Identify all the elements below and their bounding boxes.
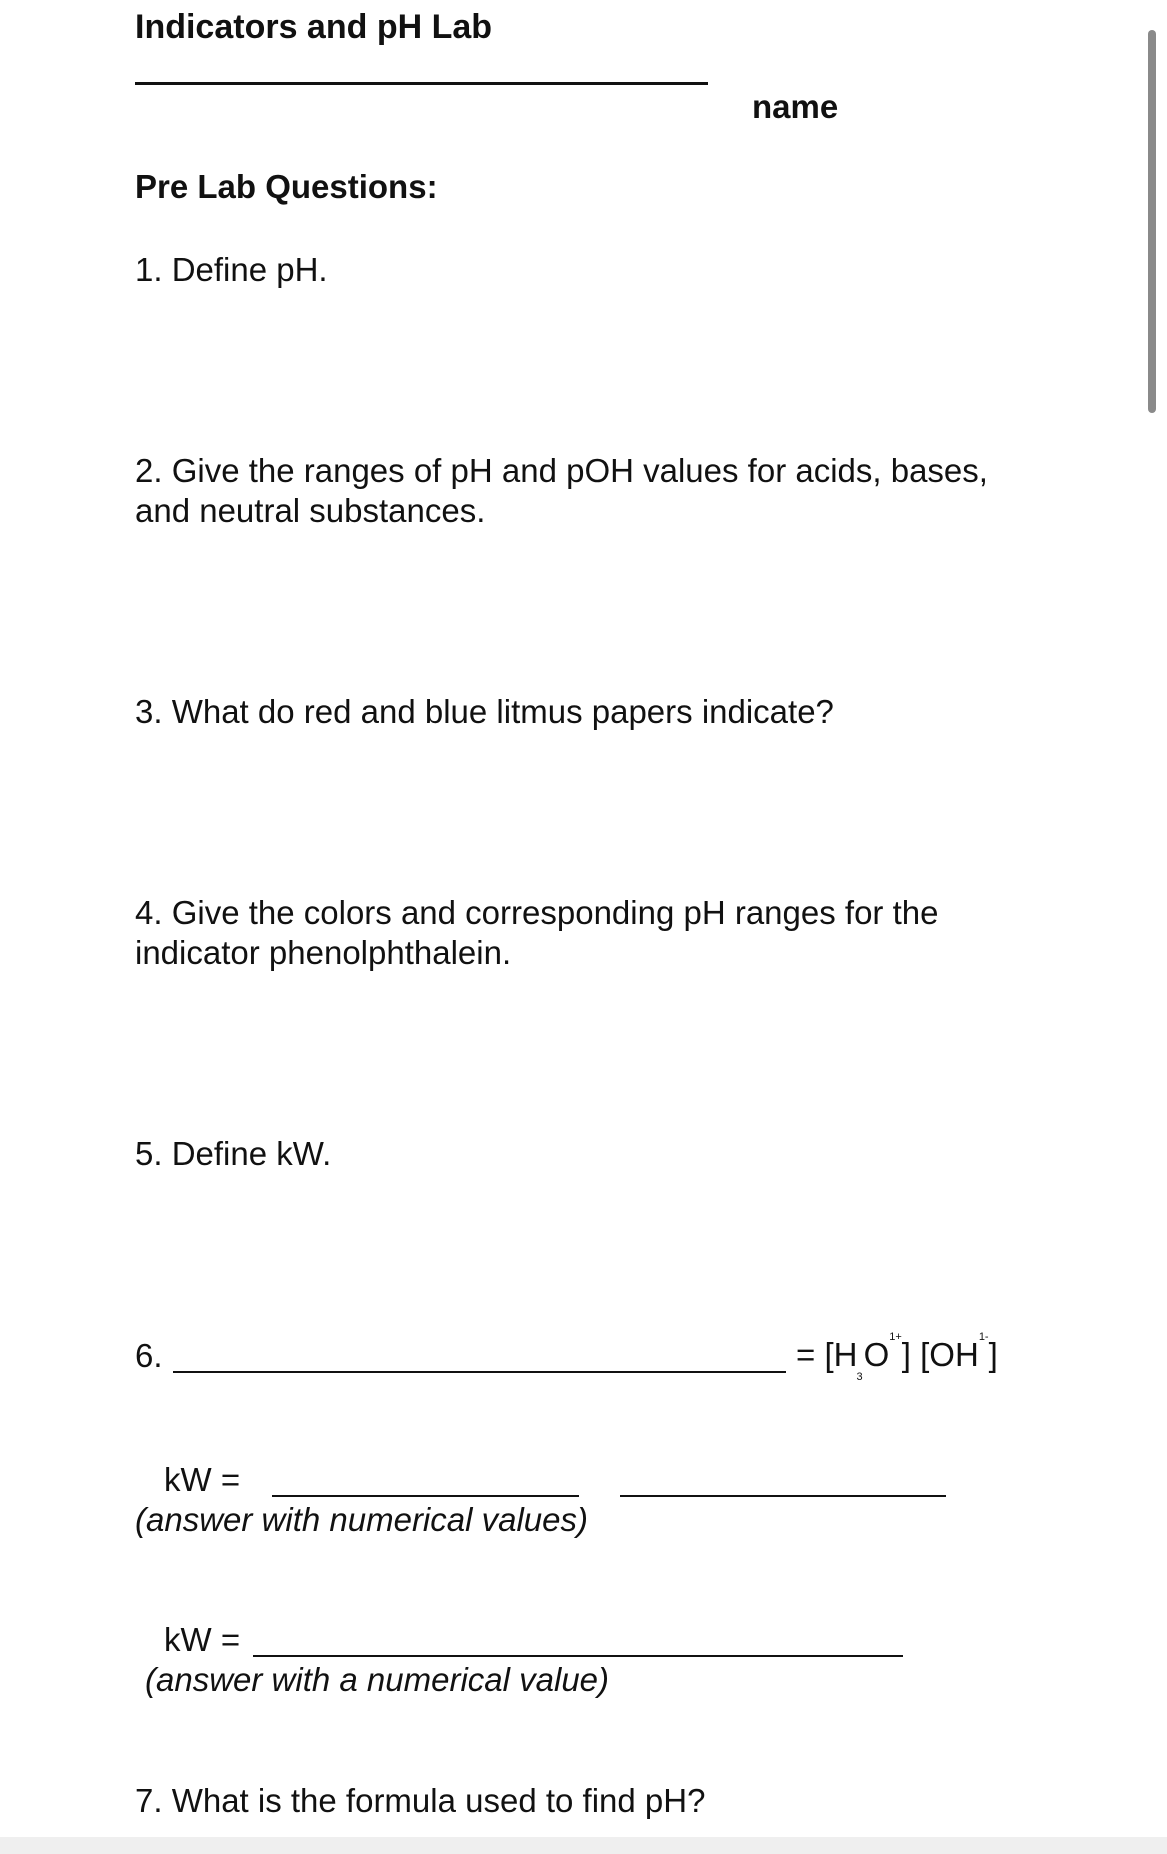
eq-subscript: 3 <box>856 1370 863 1383</box>
eq-prefix: = [H <box>796 1336 858 1373</box>
question-4-line-1: 4. Give the colors and corresponding pH ranges for the <box>135 894 939 931</box>
kw-value-1-line[interactable] <box>272 1495 579 1497</box>
eq-charge-minus: 1- <box>978 1331 989 1343</box>
question-3: 3. What do red and blue litmus papers indicate? <box>135 693 834 730</box>
question-2-line-1: 2. Give the ranges of pH and pOH values for acids, bases, <box>135 452 988 489</box>
eq-end: ] <box>988 1336 998 1373</box>
section-title: Pre Lab Questions: <box>135 168 438 205</box>
question-6-answer-line[interactable] <box>173 1371 786 1373</box>
question-4-line-2: indicator phenolphthalein. <box>135 934 512 971</box>
question-5: 5. Define kW. <box>135 1135 332 1172</box>
eq-between: ] [OH <box>901 1336 979 1373</box>
name-answer-line[interactable] <box>135 82 708 85</box>
page-title: Indicators and pH Lab <box>135 8 493 46</box>
bottom-edge <box>0 1837 1167 1854</box>
ion-product-equation <box>796 1331 998 1383</box>
question-2-line-2: and neutral substances. <box>135 492 486 529</box>
kw-value-label: kW = <box>164 1621 241 1658</box>
kw-value-hint: (answer with a numerical value) <box>145 1661 610 1698</box>
kw-numerical-value-line[interactable] <box>253 1655 903 1657</box>
kw-values-hint: (answer with numerical values) <box>135 1501 588 1538</box>
eq-oxygen: O <box>863 1336 890 1373</box>
kw-value-2-line[interactable] <box>620 1495 946 1497</box>
vertical-scrollbar[interactable] <box>1148 30 1156 413</box>
question-1: 1. Define pH. <box>135 251 328 288</box>
name-label: name <box>752 88 839 125</box>
question-6-number: 6. <box>135 1337 163 1374</box>
eq-charge-plus: 1+ <box>889 1331 902 1343</box>
question-7: 7. What is the formula used to find pH? <box>135 1782 706 1819</box>
kw-values-label: kW = <box>164 1461 241 1498</box>
